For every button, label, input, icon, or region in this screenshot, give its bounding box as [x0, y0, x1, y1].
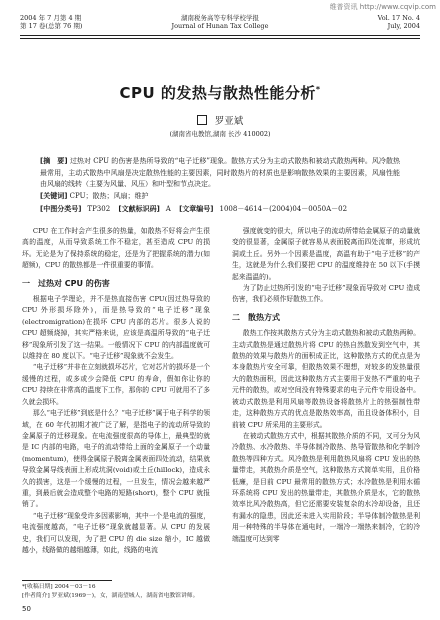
- section-heading-2: 二 散热方式: [232, 312, 280, 322]
- article-number-value: 1008－4614－(2004)04－0050A－02: [219, 205, 348, 213]
- classification-line: [40, 204, 400, 214]
- body-column-left: [22, 226, 210, 556]
- received-date: *[收稿日期] 2004－03－16: [22, 584, 96, 590]
- page-number: 50: [22, 605, 31, 613]
- header-right: [378, 14, 420, 30]
- paragraph: 强度就变的很大，所以电子的流动所带给金属原子的动量就变的很显著，金属原子就容易从表面脱离而四处流窜，形成坑洞或土丘。另外一个因素是温度，高温有助于“电子迁移”的产生，这就是为什么我们要把 CPU 的温度维持在 50 以下(手摸起来温温的)。: [232, 227, 420, 281]
- paragraph: 根据电子学理论，并不是热直接伤害 CPU(因过热导致的 CPU 外形损坏除外)，而是热导致的“电子迁移”现象(electromigration)在损坏 CPU 内部的芯片。很多人说的 CPU 超频烧掉，其实严格来说，应该是高温所导致的“电子迁移”现象所引发了这一结果。一般情况下 CPU 的内部温度就可以维持在 80 度以下。“电子迁移”现象就不会发生。: [22, 295, 210, 361]
- paragraph: 散热工作按其散热方式分为主动式散热和被动式散热两种。主动式散热是通过散热片将 CPU 的热自然散发到空气中，其散热的效果与散热片的面积成正比，这种散热方式的优点是为本身散热片安全可靠，但散热效果不理想，对较多的发热量很大的散热面积，因此这种散热方式主要用于发热不严重的电子元件的散热，或对空间没有特殊要求的电子元件专用设备中。被动式散热是利用风扇等散热设备将散热片上的热强制性带走，这种散热方式的优点是散热效率高，而且设备体积小，目前被 CPU 所采用的主要形式。: [232, 329, 420, 429]
- article-number-label: [文章编号]: [179, 205, 214, 213]
- paragraph: 为了防止过热所引发的“电子迁移”现象而导致对 CPU 造成伤害，我们必须作好散热工作。: [232, 284, 420, 304]
- abstract-text: 过热对 CPU 的伤害是热所导致的“电子迁移”现象。散热方式分为主动式散热和被动式散热两种。风冷散热最常用，主动式散热中风扇是决定散热性能的主要因素，同时散热片的材质也是影响散热效果的主要因素，风扇性能由风扇的线转（主要为风量、风压）和叶型和节点决定。: [40, 157, 400, 188]
- footnote: [22, 583, 198, 600]
- header-rule-thick: [20, 35, 420, 36]
- section-heading-1: 一 过热对 CPU 的伤害: [22, 278, 110, 288]
- volume-en: Vol. 17 No. 4: [377, 14, 420, 22]
- journal-name-cn: 湖南税务高等专科学校学报: [181, 14, 259, 22]
- doc-code-value: A: [165, 205, 171, 213]
- author-affiliation: (湖南省电教馆,湖南 长沙 410002): [169, 130, 271, 138]
- paragraph: “电子迁移”现象受许多因素影响，其中一个是电流的强度，电流强度越高，“电子迁移”现象就越显著。从 CPU 的发展史，我们可以发现，为了把 CPU 的 die size 缩小，IC 越做越小，线路做的越细越薄，如此，线路的电流: [22, 511, 210, 554]
- watermark-text: 维普资讯 http://www.cqvip.com: [329, 3, 436, 11]
- paper-title: [0, 82, 440, 103]
- paragraph: 那么“电子迁移”到底是什么？“电子迁移”属于电子科学的领域，在 60 年代初期才被广泛了解，是指电子的流动所导致的金属原子的迁移现象。在电流强度很高的导体上，最典型的就是 IC 内部的电路，电子的流动带给上面的金属原子一个动量(momentum)，使得金属原子脱离金属表面四处流动，结果就导致金属导线表面上形成坑洞(void)或土丘(hillock)，造成永久的损害，这是一个缓慢的过程，一旦发生，情况会越来越严重，到最后就会造成整个电路的短路(short)，整个 CPU 就报销了。: [22, 409, 210, 509]
- issue-date: 2004 年 7 月第 4 期: [20, 14, 82, 22]
- author-bio: [作者简介] 罗亚斌(1969－)，女，湖南望城人，湖南省电教馆讲师。: [22, 592, 199, 599]
- body-column-right: [232, 226, 420, 545]
- header-rule-thin: [20, 38, 420, 39]
- title-footnote-mark: *: [315, 85, 321, 94]
- paragraph: CPU 在工作时会产生很多的热量，如散热不好将会产生很高的温度，从而导致系统工作不稳定，甚至造成 CPU 的损坏。无论是为了保持系统的稳定，还是为了把握系统的潜力(如超频)，CPU 的散热都是一件很重要的事情。: [22, 227, 210, 270]
- keywords-label: [关键词]: [40, 192, 68, 200]
- abstract-label: [摘 要]: [40, 157, 68, 165]
- keywords: [40, 191, 148, 201]
- date-en: July, 2004: [387, 22, 420, 30]
- clc-value: TP302: [87, 205, 111, 213]
- abstract: [40, 156, 400, 191]
- footnote-rule: [22, 580, 112, 581]
- author-line: [0, 113, 440, 127]
- author-box-icon: [197, 115, 207, 125]
- doc-code-label: [文献标识码]: [118, 205, 160, 213]
- volume-info: 第 17 卷(总第 76 期): [20, 22, 83, 30]
- paragraph: “电子迁移”并非在立刻就损坏芯片，它对芯片的损坏是一个缓慢的过程，或多或少会降低 CPU 的寿命，假如你让你的 CPU 持续在非常高的温度下工作，那你的 CPU 可就用不了多久就会损坏。: [22, 363, 210, 406]
- paper-title-text: CPU 的发热与散热性能分析: [119, 84, 316, 102]
- clc-label: [中图分类号]: [40, 205, 82, 213]
- journal-name-en: Journal of Hunan Tax College: [171, 22, 269, 30]
- running-header: [20, 14, 420, 34]
- header-center: [20, 14, 420, 30]
- paragraph: 在被动式散热方式中，根据其散热介质的不同，又可分为风冷散热、水冷散热、半导体制冷散热、热导管散热和化学制冷散热等四种方式。风冷散热是利用散热风扇将 CPU 发出的热量带走，其散热介质是空气，这种散热方式简单实用，且价格低廉，是目前 CPU 最常用的散热方式；水冷散热是利用水循环系统将 CPU 发出的热量带走，其散热介质是水，它的散热效率比风冷散热高，但它还需要安装复杂的水冷却设备，且还有漏水的隐患，因此还未进入实用阶段；半导体制冷散热是利用一种特殊的半导体在通电时，一端冷一端热来制冷，它的冷端温度可达到零: [232, 431, 420, 543]
- keywords-text: CPU；散热；风扇；维护: [69, 192, 149, 200]
- author-name: 罗亚斌: [214, 116, 244, 127]
